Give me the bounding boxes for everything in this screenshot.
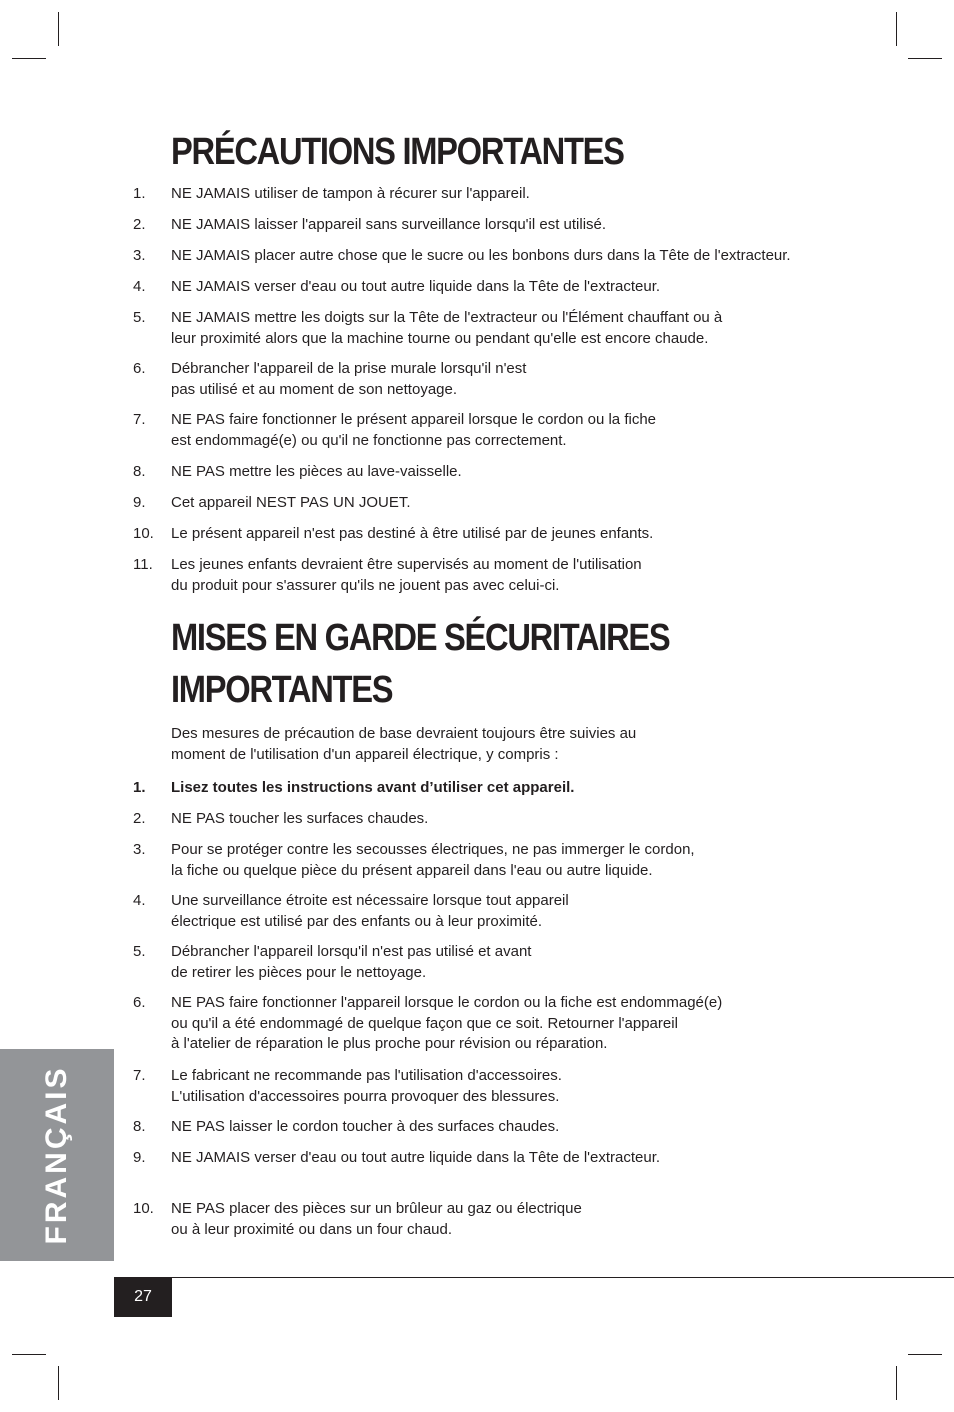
list-item-text	[171, 555, 871, 596]
list-item-line: NE PAS laisser le cordon toucher à des surfaces chaudes.	[171, 1118, 560, 1135]
list-item-line: de retirer les pièces pour le nettoyage.	[171, 963, 427, 981]
list-item-line: la fiche ou quelque pièce du présent appareil dans l'eau ou autre liquide.	[171, 861, 653, 879]
list-item-line: Le fabricant ne recommande pas l'utilisation d'accessoires.	[171, 1067, 562, 1084]
list-item-number: 11.	[133, 556, 153, 573]
list-item-line: NE JAMAIS placer autre chose que le sucre ou les bonbons durs dans la Tête de l'extracteur.	[171, 247, 791, 264]
footer-rule	[114, 1277, 954, 1278]
crop-mark	[908, 1354, 942, 1355]
list-item-text	[171, 778, 871, 799]
list-item-line: NE JAMAIS verser d'eau ou tout autre liquide dans la Tête de l'extracteur.	[171, 278, 661, 295]
list-item-number: 3.	[133, 841, 146, 858]
list-item-number: 10.	[133, 525, 154, 542]
list-item-line: électrique est utilisé par des enfants ou à leur proximité.	[171, 912, 543, 930]
crop-mark	[908, 58, 942, 59]
list-item-line: NE PAS faire fonctionner le présent appareil lorsque le cordon ou la fiche	[171, 411, 657, 428]
list-item-line: à l'atelier de réparation le plus proche pour révision ou réparation.	[171, 1035, 608, 1052]
page-number-box	[114, 1277, 172, 1317]
list-item-number: 3.	[133, 247, 146, 264]
list-item-line: Une surveillance étroite est nécessaire lorsque tout appareil	[171, 892, 569, 909]
list-item-line: pas utilisé et au moment de son nettoyage.	[171, 380, 458, 398]
list-item-number: 7.	[133, 411, 146, 428]
list-item-line: ou qu'il a été endommagé de quelque façon que ce soit. Retourner l'appareil	[171, 1014, 678, 1032]
crop-mark	[58, 12, 59, 46]
list-item-line: Pour se protéger contre les secousses électriques, ne pas immerger le cordon,	[171, 841, 695, 858]
list-item-text	[171, 840, 871, 881]
list-item-line: NE JAMAIS verser d'eau ou tout autre liquide dans la Tête de l'extracteur.	[171, 1149, 661, 1166]
list-item-number: 9.	[133, 494, 146, 511]
language-label: FRANÇAIS	[40, 1065, 73, 1245]
list-item-text	[171, 942, 871, 983]
list-item-text	[171, 891, 871, 932]
list-item-line: Débrancher l'appareil lorsqu'il n'est pas utilisé et avant	[171, 943, 532, 960]
list-item-line: Lisez toutes les instructions avant d’utiliser cet appareil.	[171, 779, 575, 796]
list-item-number: 10.	[133, 1200, 154, 1217]
list-item-line: Débrancher l'appareil de la prise murale lorsqu'il n'est	[171, 360, 527, 377]
list-item-number: 4.	[133, 278, 146, 295]
section-title-safety-line1: MISES EN GARDE SÉCURITAIRES	[171, 617, 670, 659]
list-item-number: 2.	[133, 810, 146, 827]
list-item-number: 8.	[133, 1118, 146, 1135]
list-item-text	[171, 809, 871, 830]
list-item-text	[171, 1066, 871, 1107]
list-item-text	[171, 246, 871, 267]
list-item-text	[171, 359, 871, 400]
list-item-line: NE JAMAIS mettre les doigts sur la Tête de l'extracteur ou l'Élément chauffant ou à	[171, 309, 723, 326]
list-item-line: ou à leur proximité ou dans un four chaud.	[171, 1220, 453, 1238]
intro-line: Des mesures de précaution de base devraient toujours être suivies au	[171, 725, 637, 742]
list-item-line: NE JAMAIS utiliser de tampon à récurer sur l'appareil.	[171, 185, 530, 202]
list-item-line: du produit pour s'assurer qu'ils ne jouent pas avec celui-ci.	[171, 576, 560, 594]
list-item-text	[171, 184, 871, 205]
list-item-line: NE PAS mettre les pièces au lave-vaisselle.	[171, 463, 462, 480]
list-item-text	[171, 308, 871, 349]
list-item-number: 8.	[133, 463, 146, 480]
list-item-number: 7.	[133, 1067, 146, 1084]
list-item-number: 1.	[133, 185, 146, 202]
list-item-line: L'utilisation d'accessoires pourra provoquer des blessures.	[171, 1087, 560, 1105]
list-item-number: 1.	[133, 779, 146, 796]
safety-intro-paragraph	[171, 724, 871, 765]
list-item-text	[171, 1148, 871, 1169]
crop-mark	[896, 1366, 897, 1400]
crop-mark	[896, 12, 897, 46]
list-item-number: 5.	[133, 309, 146, 326]
list-item-line: leur proximité alors que la machine tourne ou pendant qu'elle est encore chaude.	[171, 329, 709, 347]
list-item-line: NE JAMAIS laisser l'appareil sans surveillance lorsqu'il est utilisé.	[171, 216, 607, 233]
list-item-text	[171, 215, 871, 236]
list-item-number: 4.	[133, 892, 146, 909]
list-item-text	[171, 1117, 871, 1138]
list-item-text	[171, 277, 871, 298]
list-item-line: NE PAS toucher les surfaces chaudes.	[171, 810, 429, 827]
list-item-number: 9.	[133, 1149, 146, 1166]
list-item-text	[171, 993, 871, 1055]
crop-mark	[12, 58, 46, 59]
crop-mark	[58, 1366, 59, 1400]
list-item-number: 5.	[133, 943, 146, 960]
list-item-text	[171, 493, 871, 514]
list-item-number: 6.	[133, 994, 146, 1011]
list-item-text	[171, 1199, 871, 1240]
section-title-precautions: PRÉCAUTIONS IMPORTANTES	[171, 131, 624, 173]
list-item-line: Cet appareil NEST PAS UN JOUET.	[171, 494, 411, 511]
list-item-text	[171, 524, 871, 545]
list-item-number: 2.	[133, 216, 146, 233]
section-title-safety-line2: IMPORTANTES	[171, 669, 393, 711]
list-item-line: NE PAS placer des pièces sur un brûleur au gaz ou électrique	[171, 1200, 582, 1217]
list-item-line: Les jeunes enfants devraient être supervisés au moment de l'utilisation	[171, 556, 642, 573]
page-number: 27	[134, 1288, 152, 1305]
crop-mark	[12, 1354, 46, 1355]
list-item-text	[171, 410, 871, 451]
list-item-line: est endommagé(e) ou qu'il ne fonctionne pas correctement.	[171, 431, 567, 449]
list-item-number: 6.	[133, 360, 146, 377]
list-item-text	[171, 462, 871, 483]
language-side-tab	[0, 1049, 114, 1261]
list-item-line: NE PAS faire fonctionner l'appareil lorsque le cordon ou la fiche est endommagé(e)	[171, 994, 723, 1011]
list-item-line: Le présent appareil n'est pas destiné à être utilisé par de jeunes enfants.	[171, 525, 654, 542]
intro-line: moment de l'utilisation d'un appareil électrique, y compris :	[171, 745, 559, 763]
